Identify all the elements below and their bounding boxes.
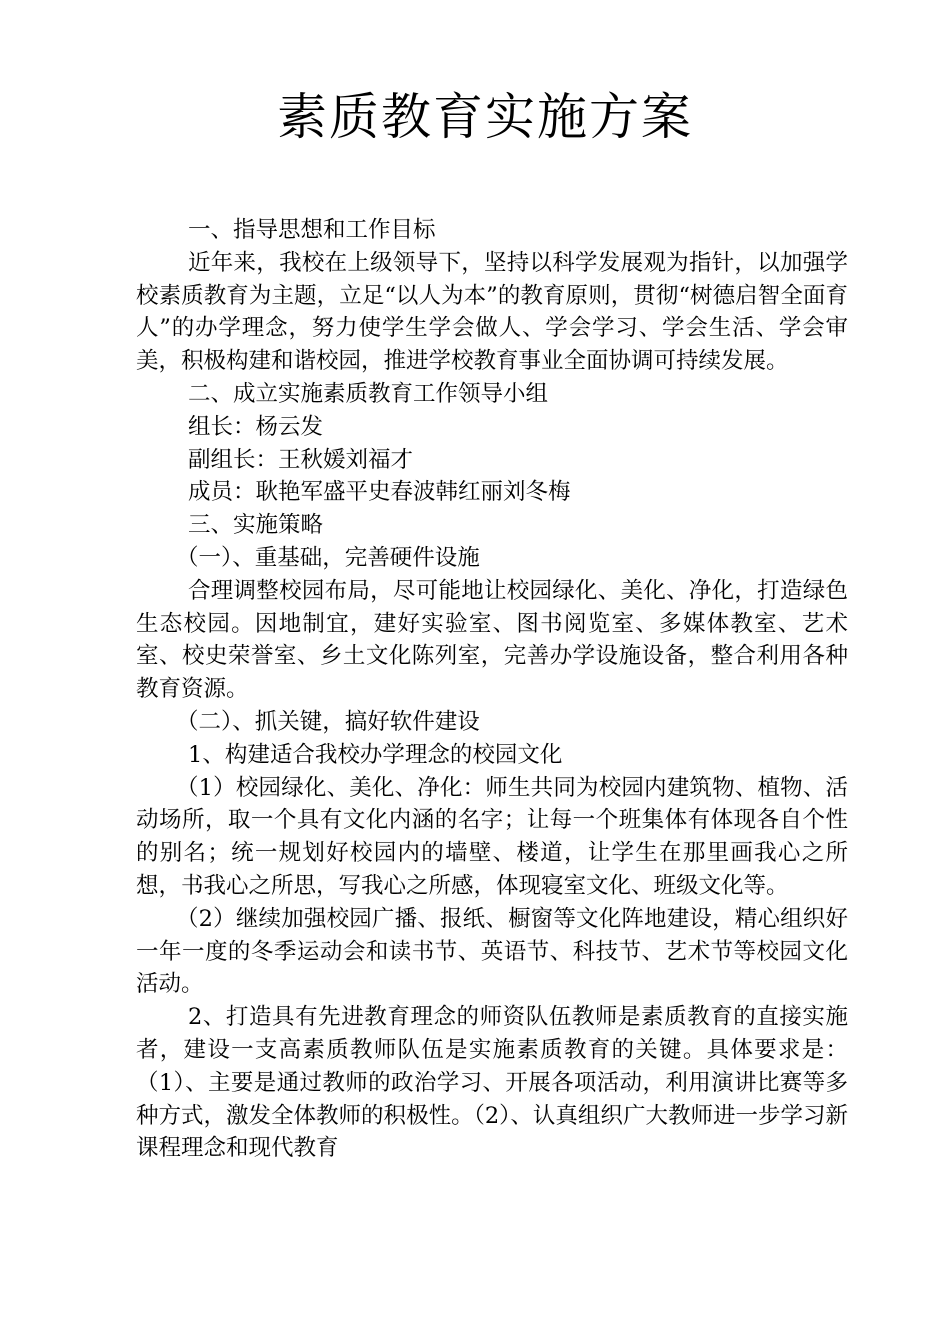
section-heading-1: 一、指导思想和工作目标 <box>188 217 436 243</box>
document-title: 素质教育实施方案 <box>277 88 693 146</box>
subheading-hardware: （一）、重基础，完善硬件设施 <box>176 544 480 571</box>
section-heading-3: 三、实施策略 <box>188 512 324 539</box>
paragraph-teacher-team: 2、打造具有先进教育理念的师资队伍教师是素质教育的直接实施者，建设一支高素质教师队伍是实施素质教育的关键。具体要求是：（1）、主要是通过教师的政治学习、开展各项活动，利用演讲比赛等多种方式，激发全体教师的积极性。（2）、认真组织广大教师进一步学习新课程理念和现代教育 <box>136 1004 848 1162</box>
leader-line: 组长：杨云发 <box>188 413 324 440</box>
document-body <box>136 214 848 1165</box>
members-line: 成员：耿艳军盛平史春波韩红丽刘冬梅 <box>188 479 571 506</box>
paragraph-hardware: 合理调整校园布局，尽可能地让校园绿化、美化、净化，打造绿色生态校园。因地制宜，建好实验室、图书阅览室、多媒体教室、艺术室、校史荣誉室、乡土文化陈列室，完善办学设施设备，整合利用各种教育资源。 <box>136 577 848 703</box>
section-heading-2: 二、成立实施素质教育工作领导小组 <box>188 380 549 407</box>
deputy-leader-line: 副组长：王秋媛刘福才 <box>188 446 414 473</box>
paragraph-campus-greening: （1）校园绿化、美化、净化：师生共同为校园内建筑物、植物、活动场所，取一个具有文化内涵的名字；让每一个班集体有体现各自个性的别名；统一规划好校园内的墙壁、楼道，让学生在那里画我心之所想，书我心之所思，写我心之所感，体现寝室文化、班级文化等。 <box>136 774 848 899</box>
paragraph-guiding-ideas: 近年来，我校在上级领导下，坚持以科学发展观为指针，以加强学校素质教育为主题，立足“以人为本”的教育原则，贯彻“树德启智全面育人”的办学理念，努力使学生学会做人、学会学习、学会生活、学会审美，积极构建和谐校园，推进学校教育事业全面协调可持续发展。 <box>136 249 848 375</box>
subheading-software: （二）、抓关键，搞好软件建设 <box>176 708 480 735</box>
item-campus-culture: 1、构建适合我校办学理念的校园文化 <box>188 741 563 768</box>
paragraph-campus-media: （2）继续加强校园广播、报纸、橱窗等文化阵地建设，精心组织好一年一度的冬季运动会和读书节、英语节、科技节、艺术节等校园文化活动。 <box>136 905 848 998</box>
